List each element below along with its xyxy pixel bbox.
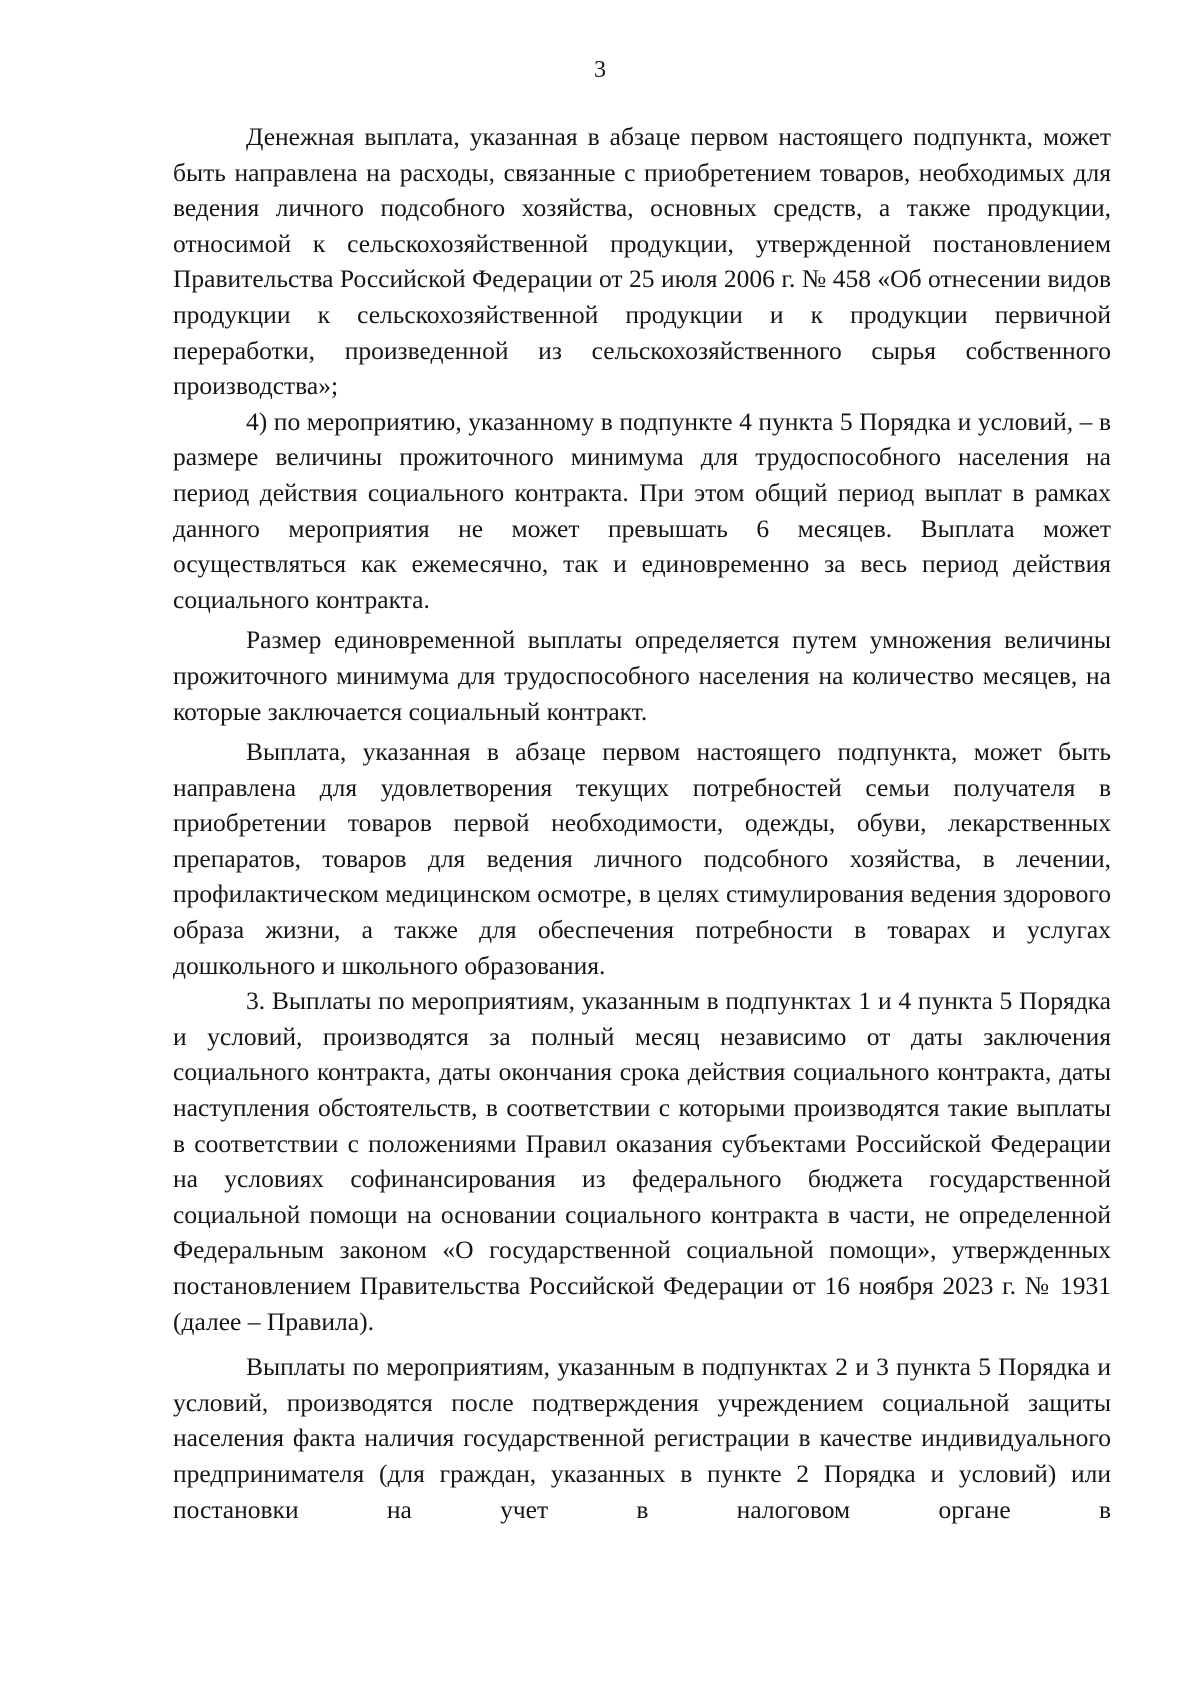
page-number: 3	[594, 57, 606, 83]
paragraph-lump-sum-size: Размер единовременной выплаты определяется путем умножения величины прожиточного минимума для трудоспособного населения на количество месяцев, на которые заключается социальный контракт.	[173, 625, 1111, 726]
paragraph-clause-3-payments: 3. Выплаты по мероприятиям, указанным в подпунктах 1 и 4 пункта 5 Порядка и условий, производятся за полный месяц независимо от даты заключения социального контракта, даты окончания срока действия социального контракта, даты наступления обстоятельств, в соответствии с которыми производятся такие выплаты в соответствии с положениями Правил оказания субъектами Российской Федерации на условиях софинансирования из федерального бюджета государственной социальной помощи на основании социального контракта в части, не определенной Федеральным законом «О государственной социальной помощи», утвержденных постановлением Правительства Российской Федерации от 16 ноября 2023 г. № 1931 (далее – Правила).	[173, 986, 1111, 1336]
paragraph-items-2-3-payments: Выплаты по мероприятиям, указанным в подпунктах 2 и 3 пункта 5 Порядка и условий, производятся после подтверждения учреждением социальной защиты населения факта наличия государственной регистрации в качестве индивидуального предпринимателя (для граждан, указанных в пункте 2 Порядка и условий) или постановки на учет в налоговом органе в	[173, 1352, 1111, 1524]
paragraph-item-4-payment: 4) по мероприятию, указанному в подпункте 4 пункта 5 Порядка и условий, – в размере величины прожиточного минимума для трудоспособного населения на период действия социального контракта. При этом общий период выплат в рамках данного мероприятия не может превышать 6 месяцев. Выплата может осуществляться как ежемесячно, так и единовременно за весь период действия социального контракта.	[173, 406, 1111, 614]
document-body	[173, 119, 1111, 1527]
paragraph-monetary-payment-purpose: Денежная выплата, указанная в абзаце первом настоящего подпункта, может быть направлена на расходы, связанные с приобретением товаров, необходимых для ведения личного подсобного хозяйства, основных средств, а также продукции, относимой к сельскохозяйственной продукции, утвержденной постановлением Правительства Российской Федерации от 25 июля 2006 г. № 458 «Об отнесении видов продукции к сельскохозяйственной продукции и к продукции первичной переработки, произведенной из сельскохозяйственного сырья собственного производства»;	[173, 122, 1111, 401]
paragraph-payment-directions: Выплата, указанная в абзаце первом настоящего подпункта, может быть направлена для удовлетворения текущих потребностей семьи получателя в приобретении товаров первой необходимости, одежды, обуви, лекарственных препаратов, товаров для ведения личного подсобного хозяйства, в лечении, профилактическом медицинском осмотре, в целях стимулирования ведения здорового образа жизни, а также для обеспечения потребности в товарах и услугах дошкольного и школьного образования.	[173, 737, 1111, 980]
